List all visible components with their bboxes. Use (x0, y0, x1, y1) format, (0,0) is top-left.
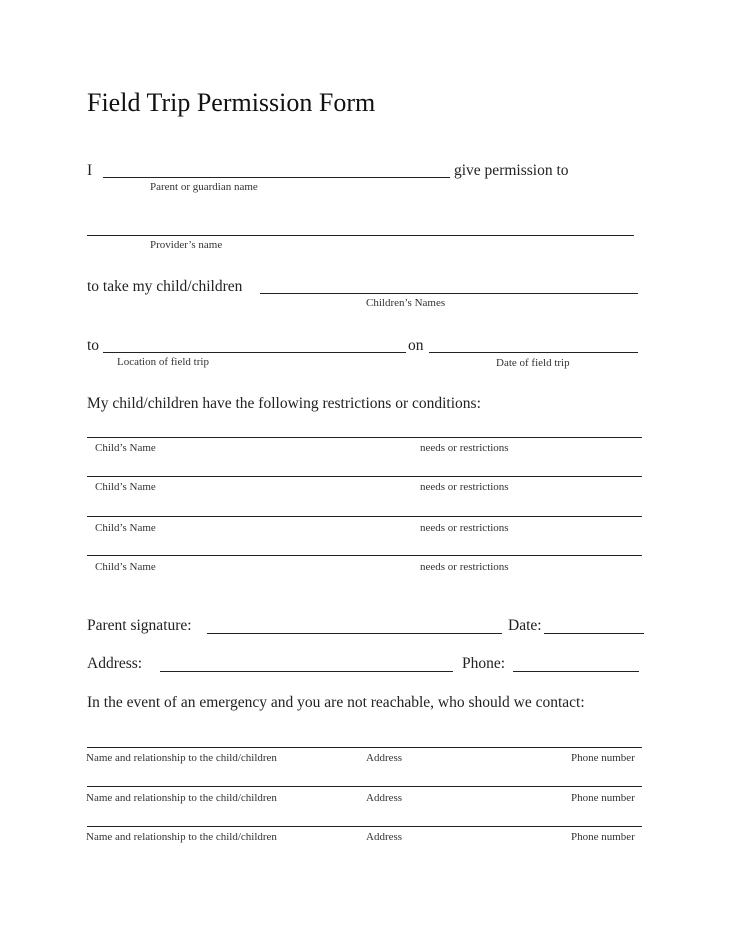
parent-name-field[interactable] (103, 177, 450, 178)
restriction-row-1-name-caption: Child’s Name (95, 442, 156, 454)
phone-field[interactable] (513, 671, 639, 672)
parent-name-caption: Parent or guardian name (150, 181, 258, 193)
trip-location-caption: Location of field trip (117, 356, 209, 368)
emergency-row-2-name-caption: Name and relationship to the child/children (86, 792, 277, 804)
emergency-row-1-address-caption: Address (366, 752, 403, 764)
trip-prefix: to (87, 337, 100, 354)
parent-signature-label: Parent signature: (87, 617, 192, 634)
parent-signature-field[interactable] (207, 633, 502, 634)
signature-date-field[interactable] (544, 633, 644, 634)
restriction-row-4-needs-caption: needs or restrictions (420, 561, 509, 573)
restriction-row-2-needs-caption: needs or restrictions (420, 481, 509, 493)
emergency-row-3-name-caption: Name and relationship to the child/children (86, 831, 277, 843)
address-label: Address: (87, 655, 143, 672)
intro-suffix: give permission to (454, 162, 569, 179)
emergency-row-1-field[interactable] (87, 747, 642, 748)
restriction-row-3-field[interactable] (87, 516, 642, 517)
restriction-row-3-name-caption: Child’s Name (95, 522, 156, 534)
children-names-field[interactable] (260, 293, 638, 294)
children-names-caption: Children’s Names (366, 297, 446, 309)
emergency-row-3-field[interactable] (87, 826, 642, 827)
restriction-row-1-field[interactable] (87, 437, 642, 438)
restriction-row-1-needs-caption: needs or restrictions (420, 442, 509, 454)
address-field[interactable] (160, 671, 453, 672)
emergency-row-1-phone-caption: Phone number (571, 752, 635, 764)
restriction-row-4-field[interactable] (87, 555, 642, 556)
restrictions-heading: My child/children have the following restrictions or conditions: (87, 395, 481, 412)
provider-name-caption: Provider’s name (150, 239, 223, 251)
emergency-row-3-address-caption: Address (366, 831, 403, 843)
trip-date-caption: Date of field trip (496, 357, 570, 369)
emergency-row-1-name-caption: Name and relationship to the child/children (86, 752, 277, 764)
emergency-row-2-phone-caption: Phone number (571, 792, 635, 804)
restriction-row-2-field[interactable] (87, 476, 642, 477)
emergency-row-3-phone-caption: Phone number (571, 831, 635, 843)
emergency-row-2-address-caption: Address (366, 792, 403, 804)
children-prefix: to take my child/children (87, 278, 243, 295)
restriction-row-4-name-caption: Child’s Name (95, 561, 156, 573)
emergency-heading: In the event of an emergency and you are not reachable, who should we contact: (87, 694, 585, 711)
trip-on-label: on (408, 337, 424, 354)
phone-label: Phone: (462, 655, 506, 672)
restriction-row-2-name-caption: Child’s Name (95, 481, 156, 493)
provider-name-field[interactable] (87, 235, 634, 236)
form-title: Field Trip Permission Form (87, 88, 376, 117)
intro-prefix: I (87, 162, 93, 179)
restriction-row-3-needs-caption: needs or restrictions (420, 522, 509, 534)
trip-location-field[interactable] (103, 352, 406, 353)
trip-date-field[interactable] (429, 352, 638, 353)
emergency-row-2-field[interactable] (87, 786, 642, 787)
signature-date-label: Date: (508, 617, 542, 634)
